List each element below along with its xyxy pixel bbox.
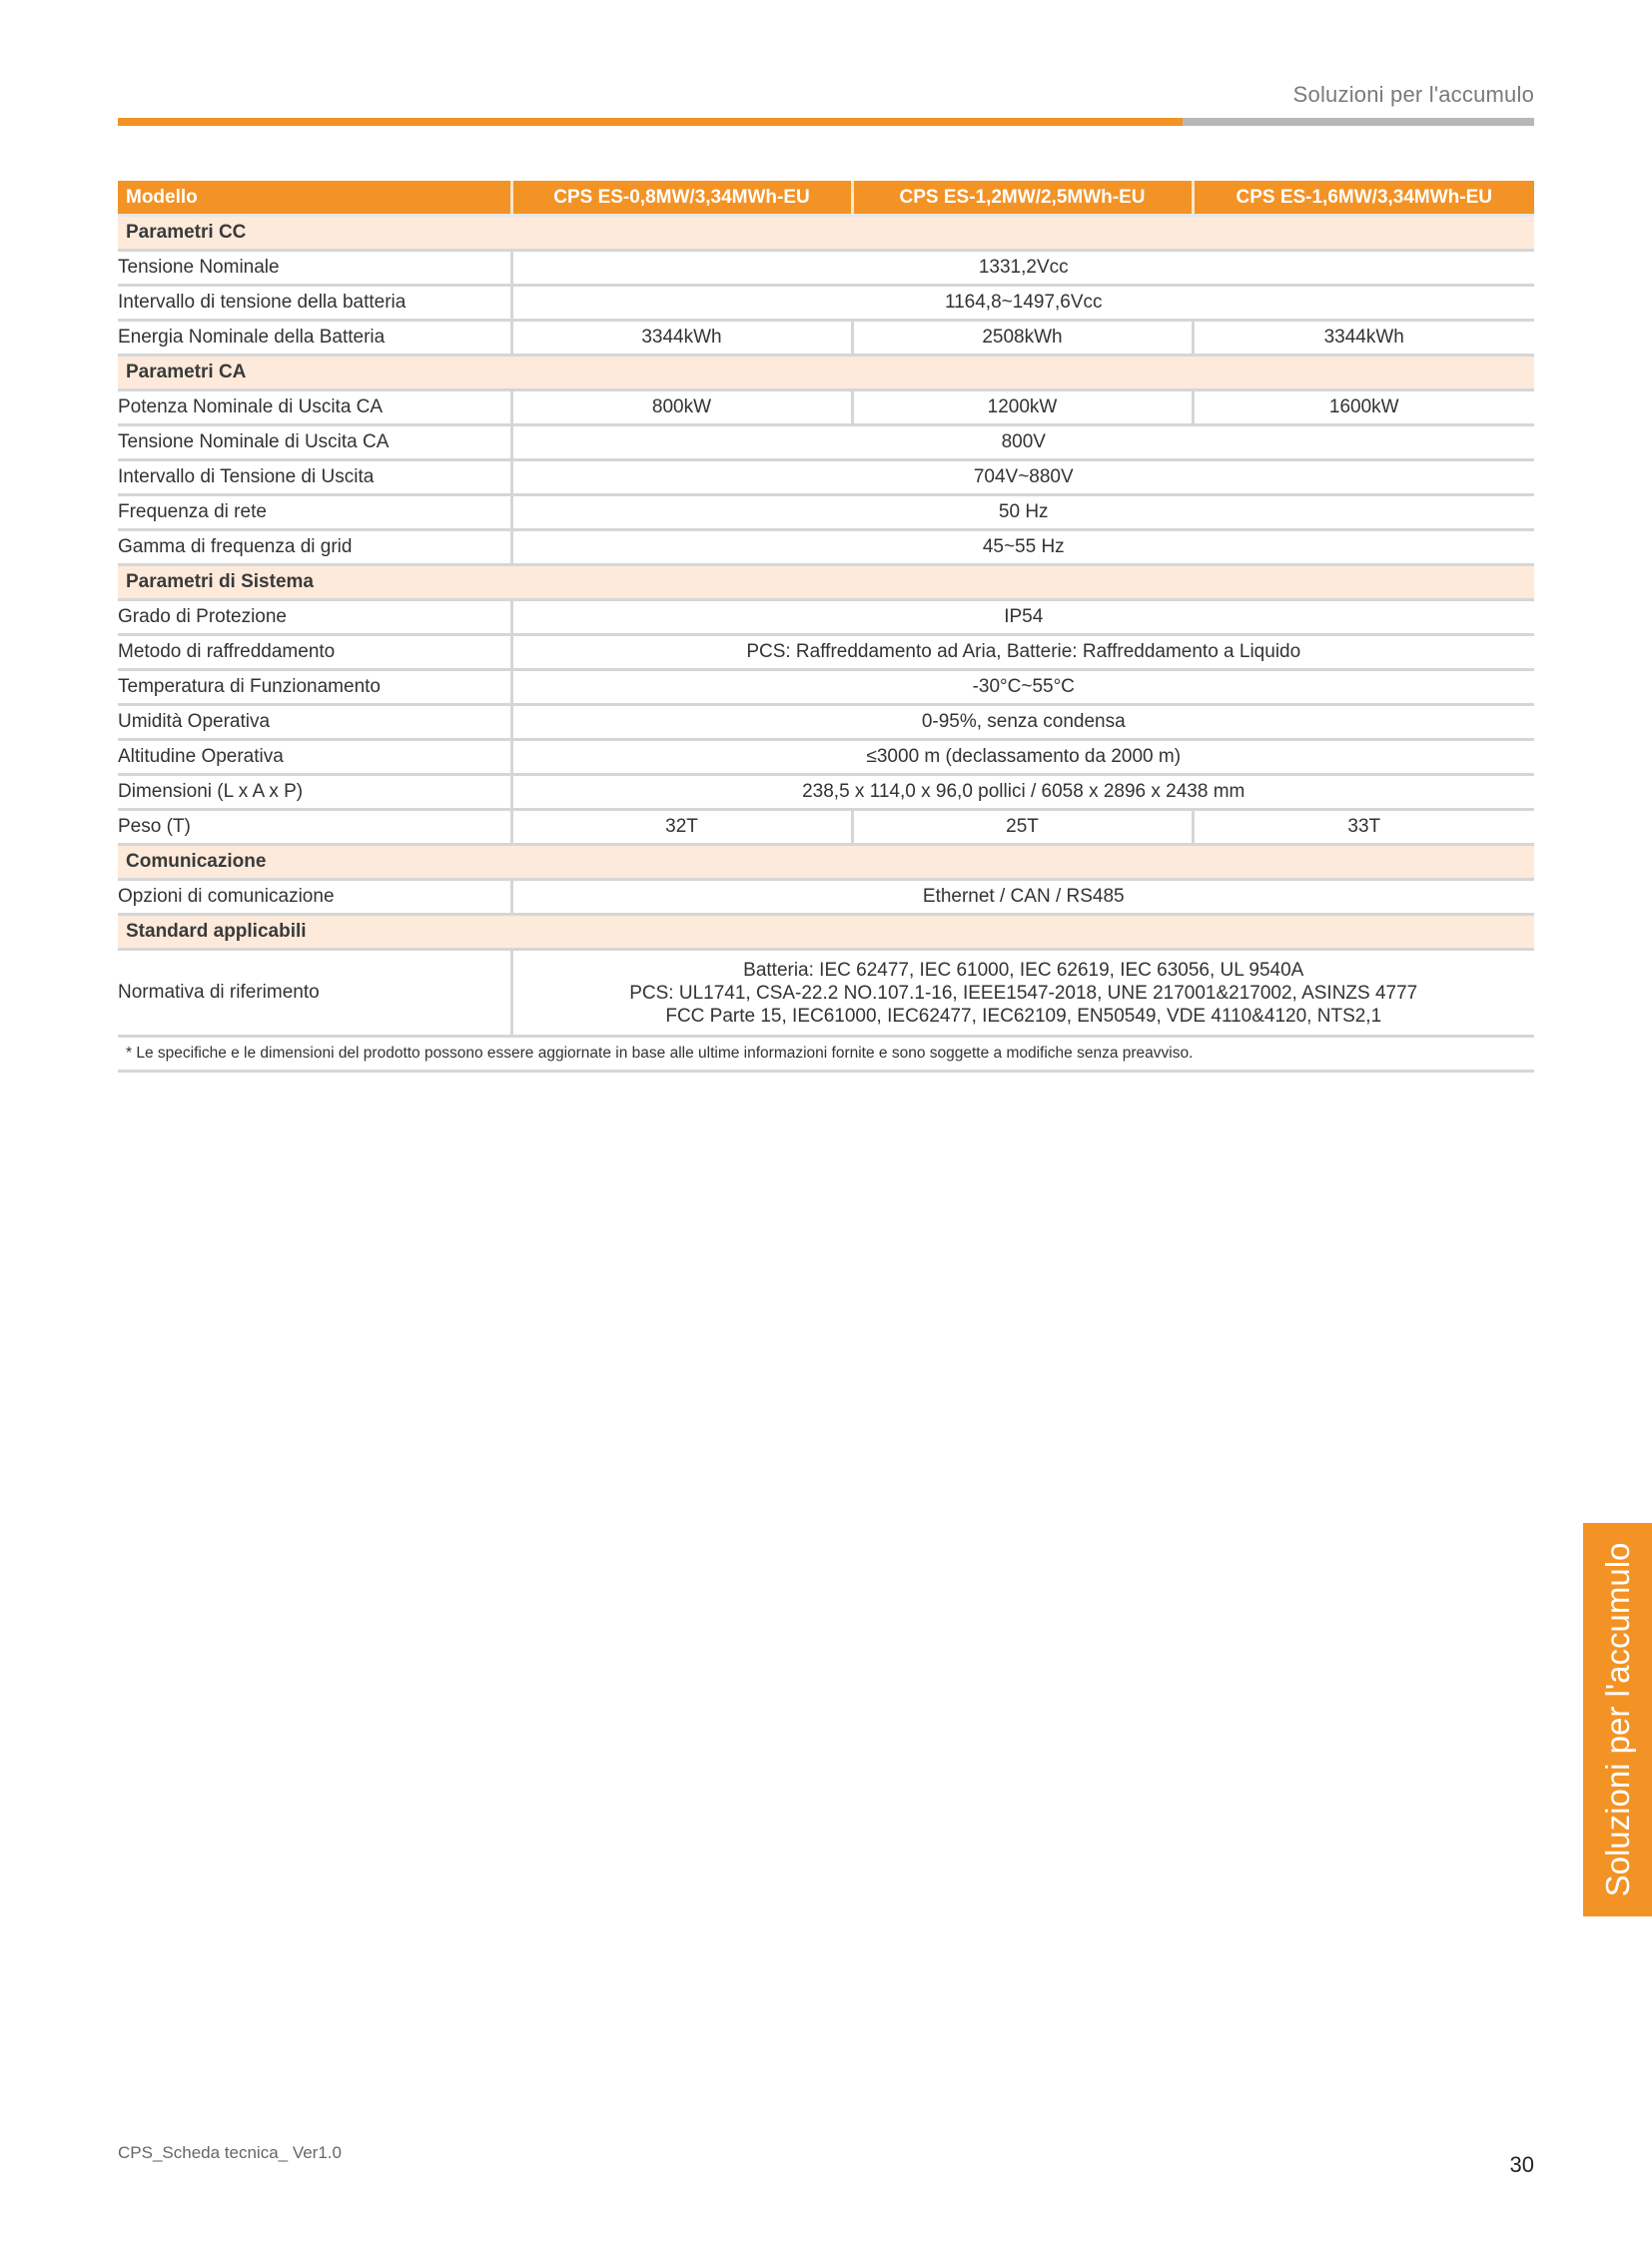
section-title: Comunicazione — [118, 845, 1534, 880]
table-row — [118, 460, 1534, 495]
side-tab-label: Soluzioni per l'accumulo — [1598, 1542, 1636, 1897]
row-value-multiline — [511, 950, 1534, 1037]
reference-line-3: FCC Parte 15, IEC61000, IEC62477, IEC62109, EN50549, VDE 4110&4120, NTS2,1 — [665, 1005, 1382, 1027]
table-row — [118, 495, 1534, 530]
table-row — [118, 880, 1534, 915]
row-value: 800V — [511, 425, 1534, 460]
table-row — [118, 740, 1534, 775]
header-rule-orange — [118, 118, 1183, 126]
row-label: Frequenza di rete — [118, 495, 511, 530]
page-header-title: Soluzioni per l'accumulo — [1292, 82, 1534, 107]
row-value: 3344kWh — [1193, 321, 1534, 356]
row-label: Intervallo di tensione della batteria — [118, 286, 511, 321]
table-row — [118, 286, 1534, 321]
row-value: 45~55 Hz — [511, 530, 1534, 565]
row-value: 704V~880V — [511, 460, 1534, 495]
row-value: 1331,2Vcc — [511, 251, 1534, 286]
row-label: Tensione Nominale — [118, 251, 511, 286]
row-label: Energia Nominale della Batteria — [118, 321, 511, 356]
row-value: Ethernet / CAN / RS485 — [511, 880, 1534, 915]
spec-table — [118, 181, 1534, 1073]
row-label: Grado di Protezione — [118, 600, 511, 635]
section-title: Parametri CA — [118, 356, 1534, 390]
row-value: 1164,8~1497,6Vcc — [511, 286, 1534, 321]
table-row — [118, 635, 1534, 670]
section-title: Standard applicabili — [118, 915, 1534, 950]
table-row — [118, 251, 1534, 286]
table-row — [118, 705, 1534, 740]
table-row — [118, 530, 1534, 565]
row-value: 3344kWh — [511, 321, 852, 356]
row-value: 1200kW — [852, 390, 1193, 425]
page-number: 30 — [1509, 2152, 1534, 2177]
footnote-row — [118, 1037, 1534, 1072]
row-value: 25T — [852, 810, 1193, 845]
row-label: Potenza Nominale di Uscita CA — [118, 390, 511, 425]
table-row — [118, 950, 1534, 1037]
section-title: Parametri CC — [118, 216, 1534, 251]
row-label: Altitudine Operativa — [118, 740, 511, 775]
table-row — [118, 670, 1534, 705]
reference-line-1: Batteria: IEC 62477, IEC 61000, IEC 62619, IEC 63056, UL 9540A — [743, 959, 1304, 981]
footnote-text: * Le specifiche e le dimensioni del prodotto possono essere aggiornate in base alle ultime informazioni fornite e sono soggette a modifiche senza preavviso. — [118, 1037, 1534, 1072]
row-label: Gamma di frequenza di grid — [118, 530, 511, 565]
table-row — [118, 775, 1534, 810]
row-label: Tensione Nominale di Uscita CA — [118, 425, 511, 460]
row-value: 1600kW — [1193, 390, 1534, 425]
row-value: 800kW — [511, 390, 852, 425]
table-row — [118, 321, 1534, 356]
row-label: Opzioni di comunicazione — [118, 880, 511, 915]
row-label: Intervallo di Tensione di Uscita — [118, 460, 511, 495]
side-section-tab — [1583, 1523, 1652, 1916]
table-row — [118, 390, 1534, 425]
section-title: Parametri di Sistema — [118, 565, 1534, 600]
row-value: IP54 — [511, 600, 1534, 635]
section-row-comm — [118, 845, 1534, 880]
model-header-1: CPS ES-0,8MW/3,34MWh-EU — [511, 181, 852, 216]
row-value: 0-95%, senza condensa — [511, 705, 1534, 740]
model-header-3: CPS ES-1,6MW/3,34MWh-EU — [1193, 181, 1534, 216]
row-label: Temperatura di Funzionamento — [118, 670, 511, 705]
row-label: Peso (T) — [118, 810, 511, 845]
header-rule-gray — [1183, 118, 1534, 126]
row-value: PCS: Raffreddamento ad Aria, Batterie: Raffreddamento a Liquido — [511, 635, 1534, 670]
table-header-row — [118, 181, 1534, 216]
row-label: Metodo di raffreddamento — [118, 635, 511, 670]
footer-doc-label: CPS_Scheda tecnica_ Ver1.0 — [118, 2143, 342, 2162]
row-label: Dimensioni (L x A x P) — [118, 775, 511, 810]
row-value: -30°C~55°C — [511, 670, 1534, 705]
row-label: Umidità Operativa — [118, 705, 511, 740]
row-value: ≤3000 m (declassamento da 2000 m) — [511, 740, 1534, 775]
row-label: Normativa di riferimento — [118, 950, 511, 1037]
section-row-dc — [118, 216, 1534, 251]
row-value: 32T — [511, 810, 852, 845]
model-header-label: Modello — [118, 181, 511, 216]
section-row-system — [118, 565, 1534, 600]
row-value: 50 Hz — [511, 495, 1534, 530]
row-value: 2508kWh — [852, 321, 1193, 356]
table-row — [118, 600, 1534, 635]
reference-line-2: PCS: UL1741, CSA-22.2 NO.107.1-16, IEEE1547-2018, UNE 217001&217002, ASINZS 4777 — [629, 982, 1418, 1004]
row-value: 33T — [1193, 810, 1534, 845]
section-row-ac — [118, 356, 1534, 390]
table-row — [118, 810, 1534, 845]
section-row-standards — [118, 915, 1534, 950]
row-value: 238,5 x 114,0 x 96,0 pollici / 6058 x 2896 x 2438 mm — [511, 775, 1534, 810]
model-header-2: CPS ES-1,2MW/2,5MWh-EU — [852, 181, 1193, 216]
table-row — [118, 425, 1534, 460]
